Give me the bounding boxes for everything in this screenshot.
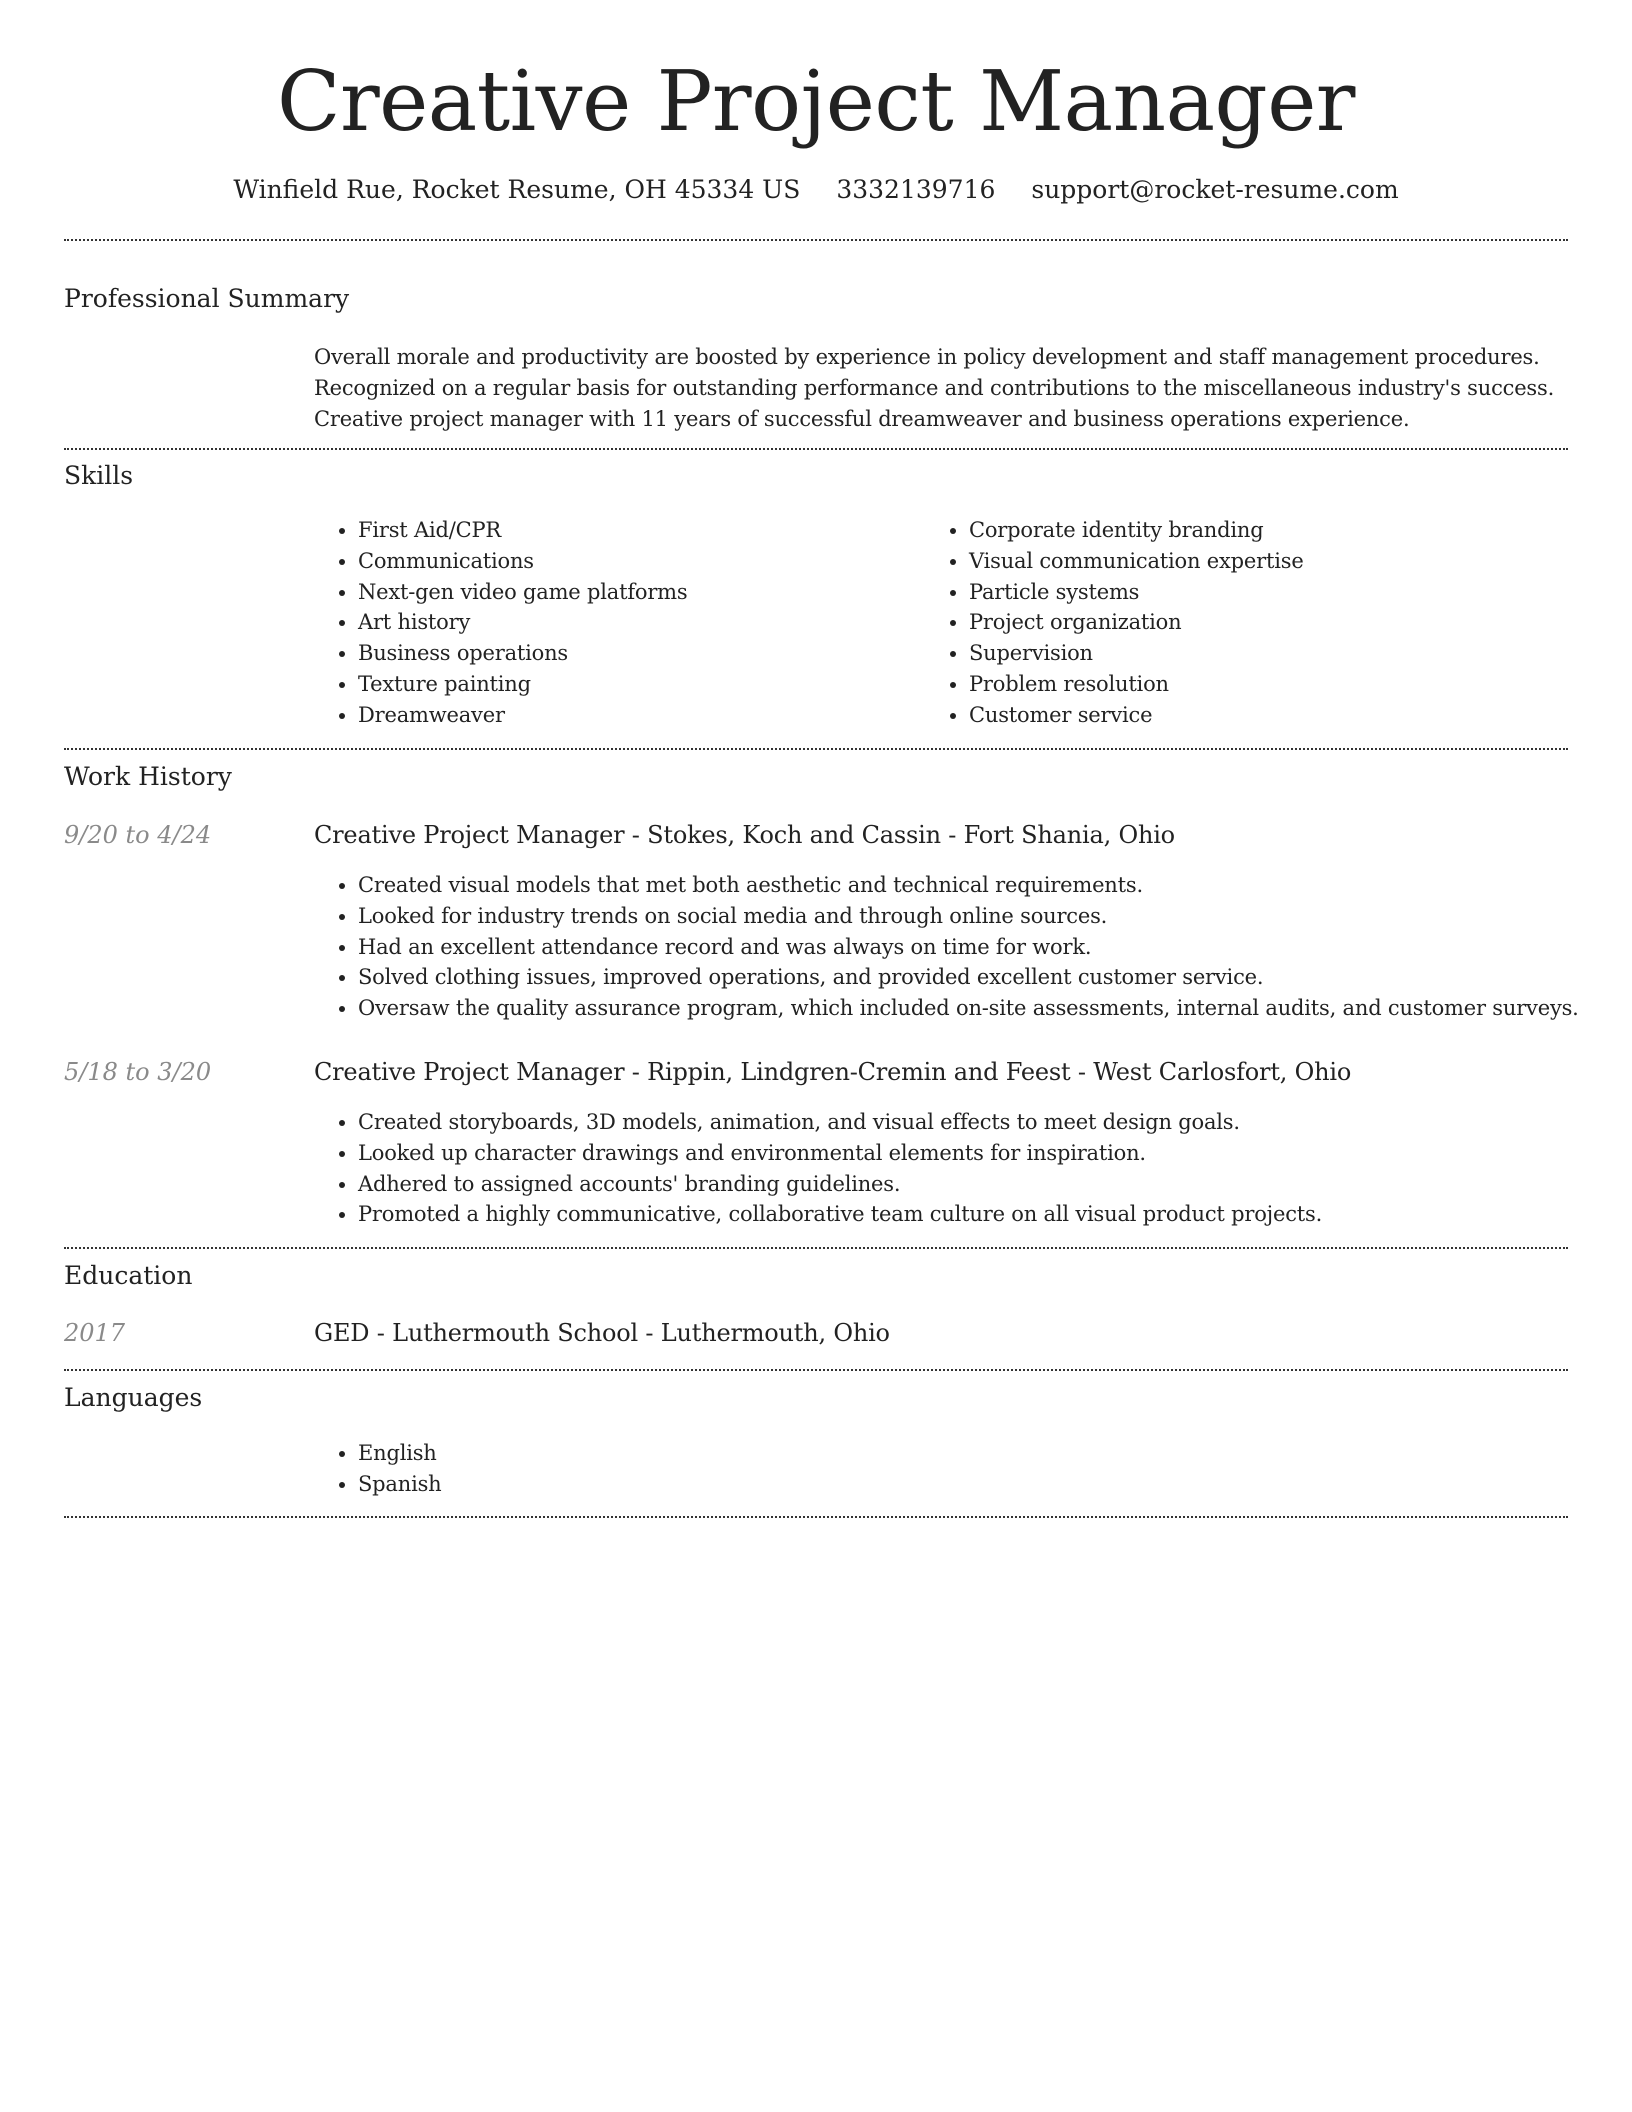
contact-line (0, 172, 1632, 208)
section-title-summary: Professional Summary (64, 284, 350, 313)
contact-address: Winfield Rue, Rocket Resume, OH 45334 US (233, 175, 801, 204)
divider (64, 239, 1568, 241)
skills-list-right (925, 515, 1304, 731)
skill-item: • Texture painting (358, 669, 687, 700)
job-bullet: • Created storyboards, 3D models, animation, and visual effects to meet design goals. (358, 1107, 1322, 1138)
summary-text (314, 342, 1564, 435)
job-heading: Creative Project Manager - Rippin, Lindgren-Cremin and Feest - West Carlosfort, Ohio (314, 1058, 1352, 1086)
job-bullet: • Adhered to assigned accounts' branding guidelines. (358, 1169, 1322, 1200)
languages-list (314, 1438, 442, 1500)
summary-line: Overall morale and productivity are boosted by experience in policy development and staff management procedures. (314, 345, 1540, 369)
job-dates: 9/20 to 4/24 (64, 821, 212, 849)
skill-item: • First Aid/CPR (358, 515, 687, 546)
skill-item: • Corporate identity branding (969, 515, 1304, 546)
job-bullets (314, 1107, 1322, 1230)
resume-name-title: Creative Project Manager (277, 53, 1355, 150)
skill-item: • Next-gen video game platforms (358, 577, 687, 608)
section-title-work-history: Work History (64, 762, 232, 791)
job-bullet: • Looked for industry trends on social media and through online sources. (358, 901, 1579, 932)
job-bullet: • Created visual models that met both aesthetic and technical requirements. (358, 870, 1579, 901)
contact-phone: 3332139716 (836, 175, 996, 204)
section-title-languages: Languages (64, 1383, 203, 1412)
divider (64, 1516, 1568, 1518)
skill-item: • Particle systems (969, 577, 1304, 608)
skill-item: • Customer service (969, 700, 1304, 731)
divider (64, 748, 1568, 750)
job-bullet: • Solved clothing issues, improved operations, and provided excellent customer service. (358, 962, 1579, 993)
job-heading: Creative Project Manager - Stokes, Koch and Cassin - Fort Shania, Ohio (314, 821, 1175, 849)
language-item: • Spanish (358, 1469, 442, 1500)
language-item: • English (358, 1438, 442, 1469)
summary-line: Creative project manager with 11 years of successful dreamweaver and business operations experience. (314, 407, 1410, 431)
divider (64, 1247, 1568, 1249)
skill-item: • Problem resolution (969, 669, 1304, 700)
skill-item: • Project organization (969, 607, 1304, 638)
job-bullet: • Promoted a highly communicative, collaborative team culture on all visual product projects. (358, 1199, 1322, 1230)
skill-item: • Dreamweaver (358, 700, 687, 731)
job-bullet: • Oversaw the quality assurance program, which included on-site assessments, internal audits, and customer surveys. (358, 993, 1579, 1024)
contact-email: support@rocket-resume.com (1031, 175, 1399, 204)
summary-line: Recognized on a regular basis for outstanding performance and contributions to the miscellaneous industry's success. (314, 376, 1555, 400)
divider (64, 448, 1568, 450)
section-title-skills: Skills (64, 461, 134, 490)
skill-item: • Art history (358, 607, 687, 638)
skill-item: • Communications (358, 546, 687, 577)
skill-item: • Supervision (969, 638, 1304, 669)
job-bullets (314, 870, 1579, 1024)
job-dates: 5/18 to 3/20 (64, 1058, 212, 1086)
skills-list-left (314, 515, 687, 731)
skill-item: • Visual communication expertise (969, 546, 1304, 577)
job-bullet: • Had an excellent attendance record and was always on time for work. (358, 932, 1579, 963)
job-bullet: • Looked up character drawings and environmental elements for inspiration. (358, 1138, 1322, 1169)
skill-item: • Business operations (358, 638, 687, 669)
divider (64, 1369, 1568, 1371)
education-entry: GED - Luthermouth School - Luthermouth, Ohio (314, 1319, 890, 1347)
education-year: 2017 (64, 1319, 126, 1347)
section-title-education: Education (64, 1261, 193, 1290)
